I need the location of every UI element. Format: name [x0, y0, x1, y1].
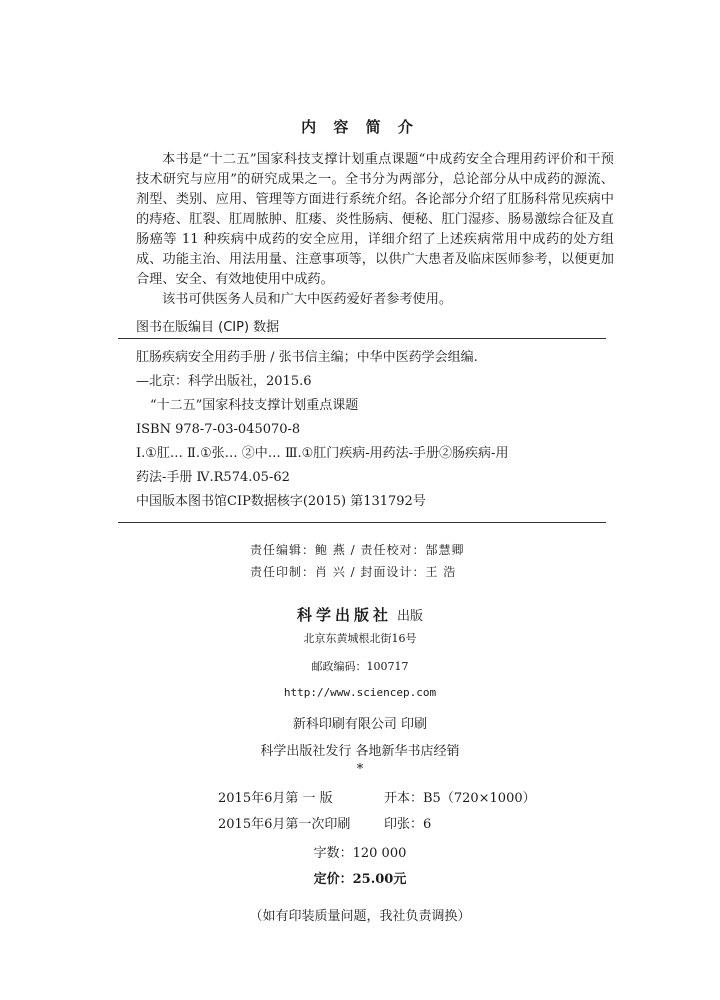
cip-line-number: 中国版本图书馆CIP数据核字(2015) 第131792号	[136, 494, 426, 509]
edition-first: 2015年6月第 一 版	[218, 791, 333, 806]
cip-line-place: —北京：科学出版社，2015.6	[136, 374, 312, 389]
publisher-suffix: 出版	[397, 609, 424, 624]
publisher-line	[0, 604, 720, 625]
page-title: 内 容 简 介	[301, 118, 419, 136]
cip-line-classification: 药法-手册 Ⅳ.R574.05-62	[136, 470, 290, 485]
publisher-logo: 科学出版社	[296, 606, 392, 624]
first-printing: 2015年6月第一次印刷	[218, 817, 351, 832]
book-format: 开本：B5（720×1000）	[384, 791, 536, 806]
publisher-website: http://www.sciencep.com	[283, 686, 437, 699]
cip-heading: 图书在版编目 (CIP) 数据	[136, 320, 280, 335]
separator-star: *	[356, 762, 364, 777]
publisher-postcode: 邮政编码：100717	[311, 660, 409, 673]
intro-section	[136, 150, 614, 310]
credits-line-1: 责任编辑：鲍 燕 / 责任校对：郜慧卿	[250, 543, 465, 557]
price: 定价：25.00元	[313, 872, 407, 887]
distribution: 科学出版社发行 各地新华书店经销	[260, 744, 460, 759]
intro-paragraph-2: 该书可供医务人员和广大中医药爱好者参考使用。	[162, 292, 453, 307]
cip-line-isbn: ISBN 978-7-03-045070-8	[136, 422, 301, 437]
cip-block	[136, 346, 606, 514]
cip-top-rule	[118, 338, 606, 339]
cip-line-title: 肛肠疾病安全用药手册 / 张书信主编；中华中医药学会组编.	[136, 350, 478, 365]
intro-paragraph-1: 本书是“十二五”国家科技支撑计划重点课题“中成药安全合理用药评价和干预技术研究与应用”的研究成果之一。全书分为两部分，总论部分从中成药的源流、剂型、类别、应用、管理等方面进行系统介绍。各论部分介绍了肛肠科常见疾病中的痔疮、肛裂、肛周脓肿、肛瘘、炎性肠病、便秘、肛门湿疹、肠易激综合征及直肠癌等 11 种疾病中成药的安全应用，详细介绍了上述疾病常用中成药的处方组成、功能主治、用法用量、注意事项等，以供广大患者及临床医师参考，以便更加合理、安全、有效地使用中成药。	[136, 152, 614, 287]
cip-line-series: “十二五”国家科技支撑计划重点课题	[150, 398, 359, 413]
credits-line-2: 责任印制：肖 兴 / 封面设计：王 浩	[250, 565, 457, 579]
printer: 新科印刷有限公司 印刷	[292, 717, 428, 732]
cip-bottom-rule	[118, 522, 606, 523]
word-count: 字数：120 000	[313, 846, 407, 861]
publisher-address: 北京东黄城根北街16号	[303, 632, 417, 645]
quality-notice: （如有印装质量问题，我社负责调换）	[249, 909, 471, 924]
cip-line-subjects: Ⅰ.①肛… Ⅱ.①张… ②中… Ⅲ.①肛门疾病-用药法-手册②肠疾病-用	[136, 446, 509, 461]
printing-sheets: 印张：6	[384, 817, 432, 832]
